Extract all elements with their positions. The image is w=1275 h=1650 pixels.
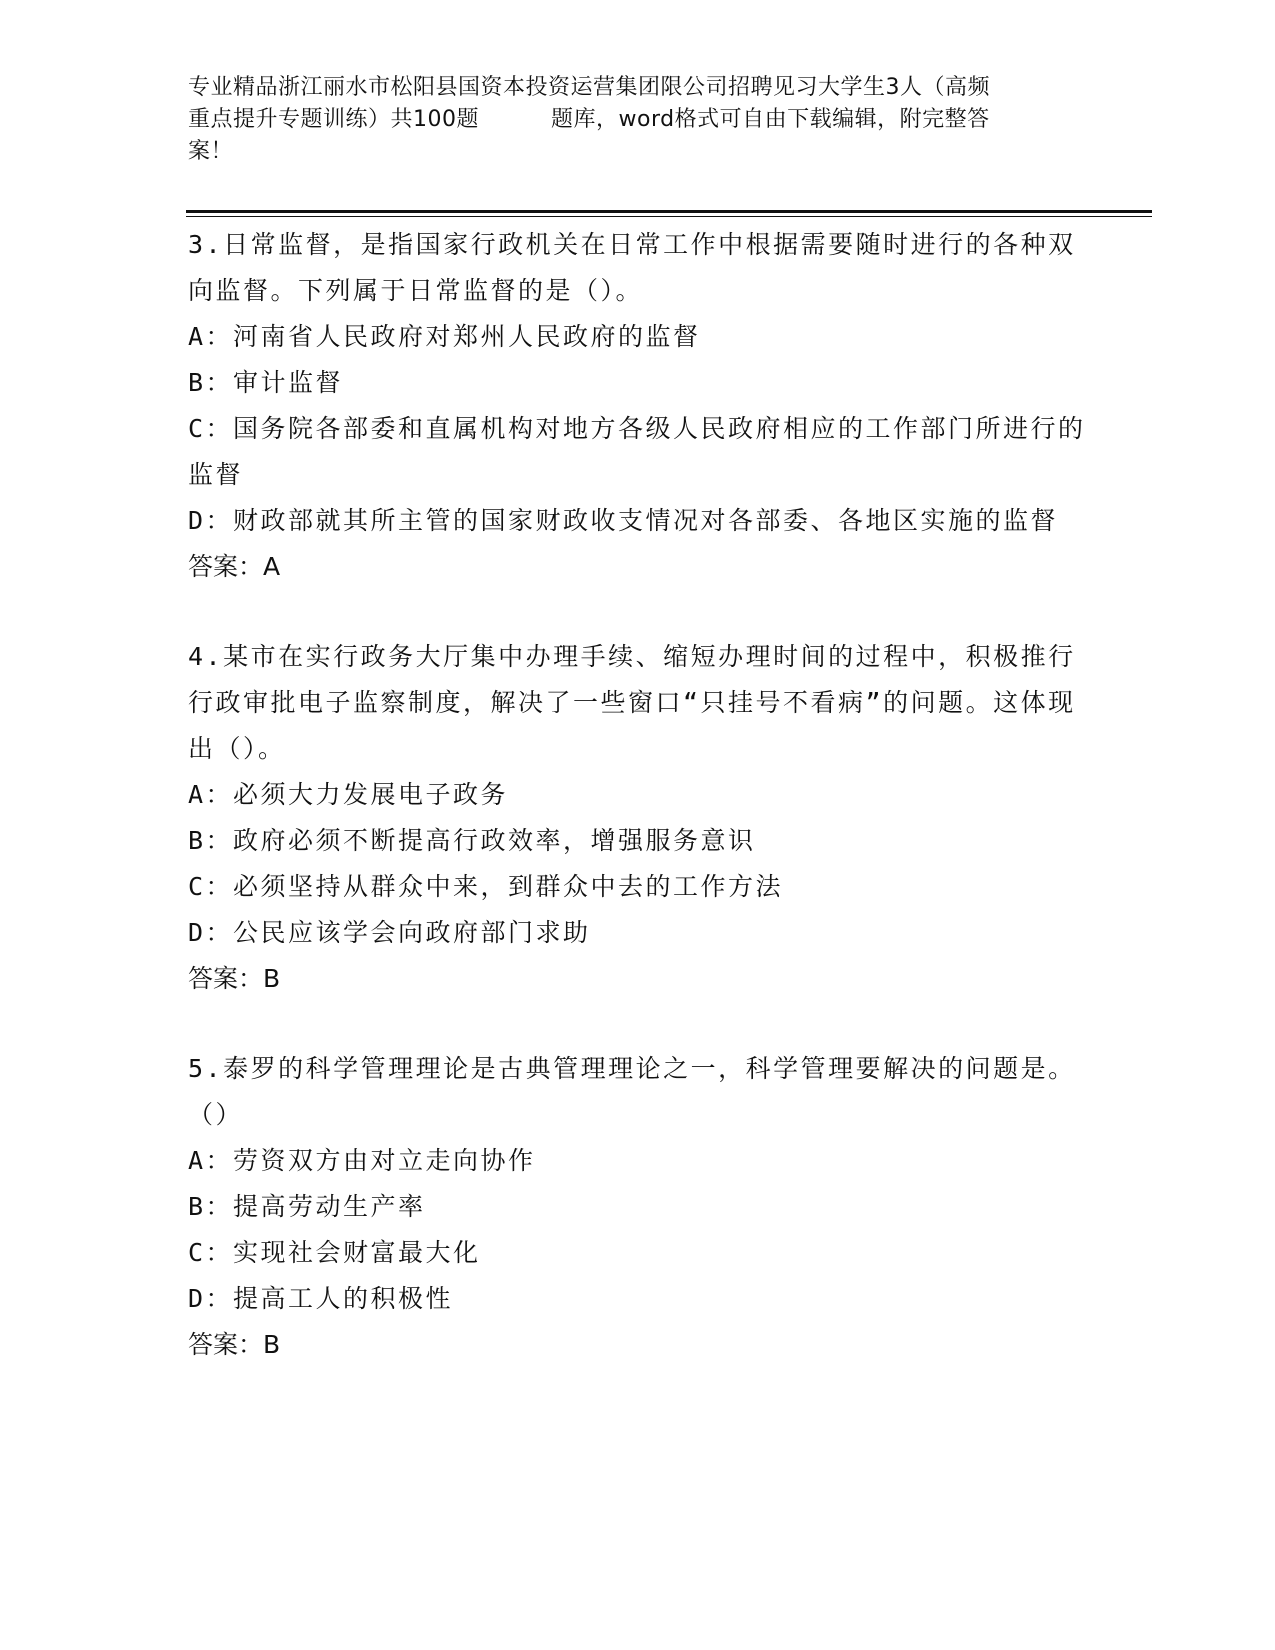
option-b: B：审计监督: [188, 368, 344, 397]
question-3: [188, 222, 1088, 590]
option-a: A：劳资双方由对立走向协作: [188, 1146, 536, 1175]
header-line-2-part-1: 重点提升专题训练）共100题: [188, 107, 479, 132]
question-text: 5.泰罗的科学管理理论是古典管理理论之一，科学管理要解决的问题是。（）: [188, 1054, 1076, 1129]
question-list: [188, 222, 1088, 1368]
option-b: B：政府必须不断提高行政效率，增强服务意识: [188, 826, 756, 855]
question-5: [188, 1046, 1088, 1368]
header-line-3: 案！: [188, 139, 234, 164]
header-divider-thick: [186, 210, 1152, 213]
header-line-2-part-2: 题库，word格式可自由下载编辑，附完整答: [551, 107, 990, 132]
header-line-2: [188, 104, 1088, 136]
question-spacer: [188, 1002, 1088, 1046]
header-line-1: 专业精品浙江丽水市松阳县国资本投资运营集团限公司招聘见习大学生3人（高频: [188, 75, 990, 100]
option-a: A：必须大力发展电子政务: [188, 780, 509, 809]
header-divider-thin: [186, 216, 1152, 217]
option-d: D：财政部就其所主管的国家财政收支情况对各部委、各地区实施的监督: [188, 506, 1059, 535]
option-c: C：实现社会财富最大化: [188, 1238, 481, 1267]
option-d: D：提高工人的积极性: [188, 1284, 454, 1313]
option-c: C：必须坚持从群众中来，到群众中去的工作方法: [188, 872, 784, 901]
question-spacer: [188, 590, 1088, 634]
answer: 答案：B: [188, 964, 281, 993]
answer: 答案：A: [188, 552, 281, 581]
question-text: 4.某市在实行政务大厅集中办理手续、缩短办理时间的过程中，积极推行行政审批电子监察制度，解决了一些窗口“只挂号不看病”的问题。这体现出（）。: [188, 642, 1076, 763]
option-b: B：提高劳动生产率: [188, 1192, 426, 1221]
question-text: 3.日常监督，是指国家行政机关在日常工作中根据需要随时进行的各种双向监督。下列属于日常监督的是（）。: [188, 230, 1076, 305]
option-d: D：公民应该学会向政府部门求助: [188, 918, 591, 947]
option-a: A：河南省人民政府对郑州人民政府的监督: [188, 322, 701, 351]
question-4: [188, 634, 1088, 1002]
answer: 答案：B: [188, 1330, 281, 1359]
document-header: [188, 72, 1088, 168]
option-c: C：国务院各部委和直属机构对地方各级人民政府相应的工作部门所进行的监督: [188, 414, 1086, 489]
